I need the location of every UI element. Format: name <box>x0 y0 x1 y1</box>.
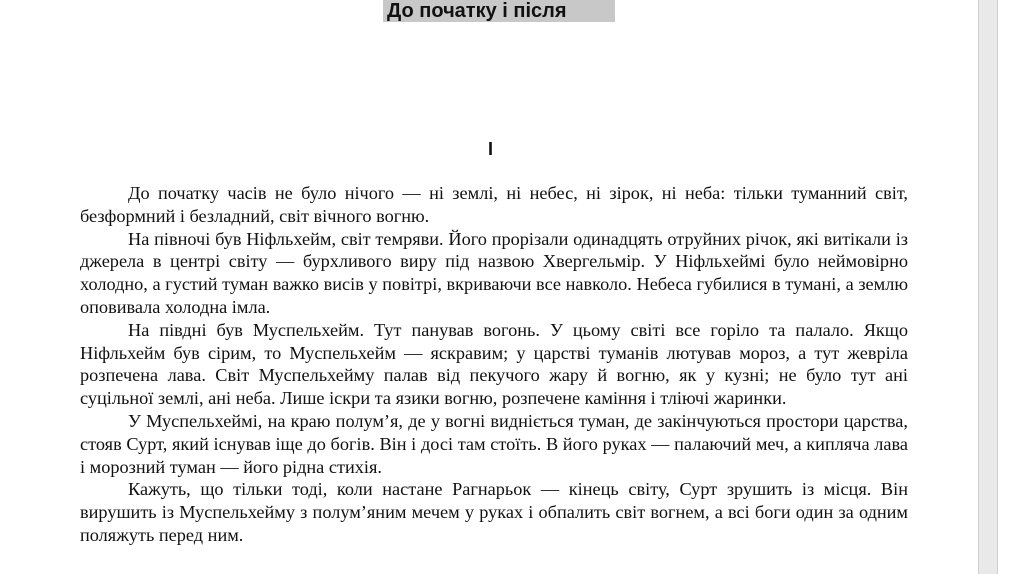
chapter-heading: І <box>488 139 494 159</box>
paragraph: Кажуть, що тільки тоді, коли настане Рагнарьок — кінець світу, Сурт зрушить із місця. Він вирушить із Муспельхейму з полум’яним мечем у руках і обпалить світ вогнем, а всі боги один за одним поляжуть перед ним. <box>80 479 908 545</box>
page-title: До початку і після <box>383 0 615 22</box>
body-text <box>80 182 908 547</box>
paragraph: У Муспельхеймі, на краю полум’я, де у вогні видніється туман, де закінчуються простори царства, стояв Сурт, який існував іще до богів. Він і досі там стоїть. В його руках — палаючий меч, а кипляча лава і морозний туман — його рідна стихія. <box>80 410 908 477</box>
paragraph: До початку часів не було нічого — ні землі, ні небес, ні зірок, ні неба: тільки туманний світ, безформний і безладний, світ вічного вогню. <box>80 183 908 226</box>
paragraph: На півночі був Ніфльхейм, світ темряви. Його прорізали одинадцять отруйних річок, які витікали із джерела в центрі світу — бурхливого виру під назвою Хвергельмір. У Ніфльхеймі було неймовірно холодно, а густий туман важко висів у повітрі, вкриваючи все навколо. Небеса губилися в тумані, а землю оповивала холодна імла. <box>80 228 908 317</box>
vertical-scrollbar[interactable] <box>978 0 998 574</box>
paragraph: На півдні був Муспельхейм. Тут панував вогонь. У цьому світі все горіло та палало. Якщо Ніфльхейм був сірим, то Муспельхейм — яскравим; у царстві туманів лютував мороз, а тут жевріла розпечена лава. Світ Муспельхейму палав від пекучого жару й вогню, як у кузні; не було тут ані суцільної землі, ані неба. Лише іскри та язики вогню, розпечене каміння і тліючі жаринки. <box>80 319 908 409</box>
